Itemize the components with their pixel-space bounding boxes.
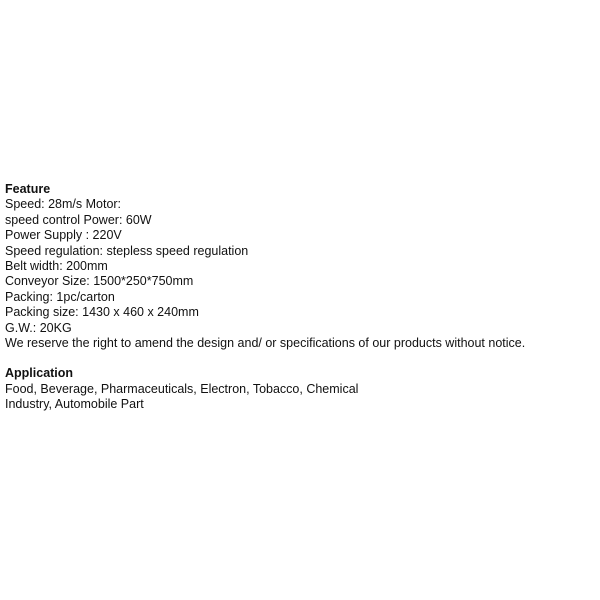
feature-line-packing-size: Packing size: 1430 x 460 x 240mm [5, 305, 199, 320]
feature-heading: Feature [5, 182, 51, 196]
feature-line-power-supply: Power Supply : 220V [5, 228, 122, 243]
feature-line-disclaimer: We reserve the right to amend the design and/ or specifications of our products without notice. [5, 336, 526, 351]
application-heading: Application [5, 366, 74, 381]
section-spacer [5, 351, 595, 366]
product-description [5, 182, 595, 413]
feature-line-speed-regulation: Speed regulation: stepless speed regulation [5, 243, 249, 258]
feature-line-power: speed control Power: 60W [5, 212, 152, 227]
feature-line-speed: Speed: 28m/s Motor: [5, 197, 122, 212]
feature-line-gross-weight: G.W.: 20KG [5, 320, 72, 335]
application-line-1: Food, Beverage, Pharmaceuticals, Electron, Tobacco, Chemical [5, 381, 359, 396]
feature-line-conveyor-size: Conveyor Size: 1500*250*750mm [5, 274, 194, 289]
feature-section [5, 182, 595, 351]
feature-line-packing: Packing: 1pc/carton [5, 289, 115, 304]
application-line-2: Industry, Automobile Part [5, 397, 144, 412]
application-section [5, 366, 595, 412]
feature-line-belt-width: Belt width: 200mm [5, 259, 108, 274]
